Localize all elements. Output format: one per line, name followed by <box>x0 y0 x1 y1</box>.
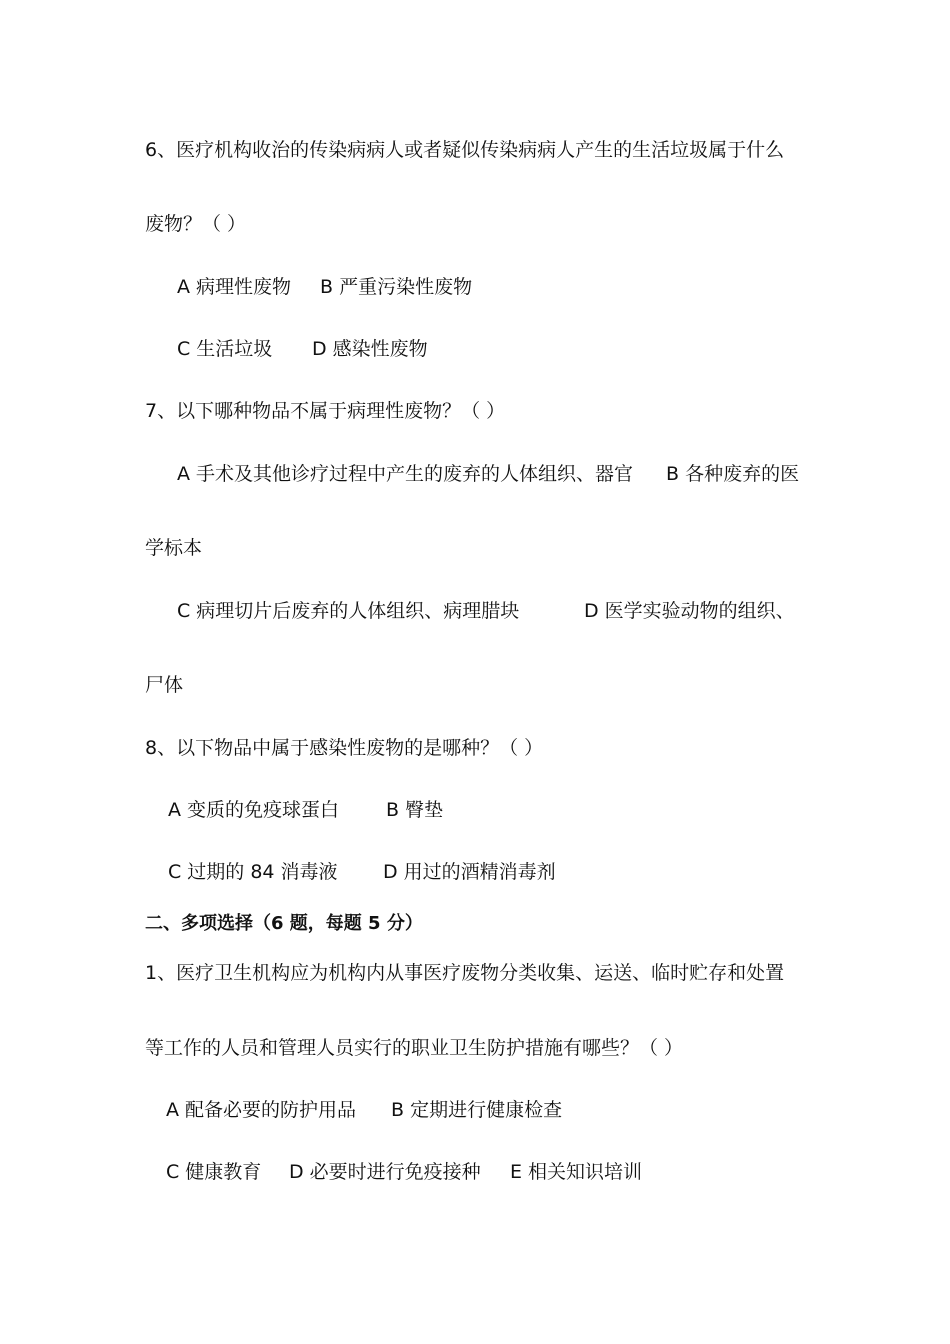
question-8-option-a: A 变质的免疫球蛋白 <box>168 799 340 821</box>
multi-question-1-option-e: E 相关知识培训 <box>510 1161 643 1183</box>
question-8-option-d: D 用过的酒精消毒剂 <box>383 861 556 883</box>
question-6-option-b: B 严重污染性废物 <box>320 276 473 298</box>
question-7-option-b-part-2: 学标本 <box>145 537 203 559</box>
multi-question-1-option-c: C 健康教育 <box>166 1161 262 1183</box>
question-7-option-d-part-1: D 医学实验动物的组织、 <box>584 600 795 622</box>
multi-question-1-text-line-2: 等工作的人员和管理人员实行的职业卫生防护措施有哪些？（ ） <box>145 1037 684 1059</box>
question-7-option-d-part-2: 尸体 <box>145 674 184 696</box>
question-8-text: 8、以下物品中属于感染性废物的是哪种？（ ） <box>145 737 544 759</box>
question-6-option-a: A 病理性废物 <box>177 276 292 298</box>
question-7-option-a: A 手术及其他诊疗过程中产生的废弃的人体组织、器官 <box>177 463 634 485</box>
question-8-option-b: B 臀垫 <box>386 799 444 821</box>
question-6-options-row-1 <box>177 275 291 299</box>
question-6-text-line-1: 6、医疗机构收治的传染病病人或者疑似传染病病人产生的生活垃圾属于什么 <box>145 139 785 161</box>
question-6-option-c: C 生活垃圾 <box>177 338 273 360</box>
question-7-text: 7、以下哪种物品不属于病理性废物？（ ） <box>145 400 506 422</box>
multi-question-1-option-b: B 定期进行健康检查 <box>391 1099 563 1121</box>
question-6-text-line-2: 废物？（ ） <box>145 213 247 235</box>
question-7-option-c: C 病理切片后废弃的人体组织、病理腊块 <box>177 600 520 622</box>
question-7-option-b-part-1: B 各种废弃的医 <box>666 463 800 485</box>
question-8-option-c: C 过期的 84 消毒液 <box>168 861 338 883</box>
question-6-option-d: D 感染性废物 <box>312 338 428 360</box>
multi-question-1-text-line-1: 1、医疗卫生机构应为机构内从事医疗废物分类收集、运送、临时贮存和处置 <box>145 962 785 984</box>
multi-question-1-option-d: D 必要时进行免疫接种 <box>289 1161 481 1183</box>
section-2-heading: 二、多项选择（6 题，每题 5 分） <box>145 913 423 934</box>
multi-question-1-option-a: A 配备必要的防护用品 <box>166 1099 357 1121</box>
